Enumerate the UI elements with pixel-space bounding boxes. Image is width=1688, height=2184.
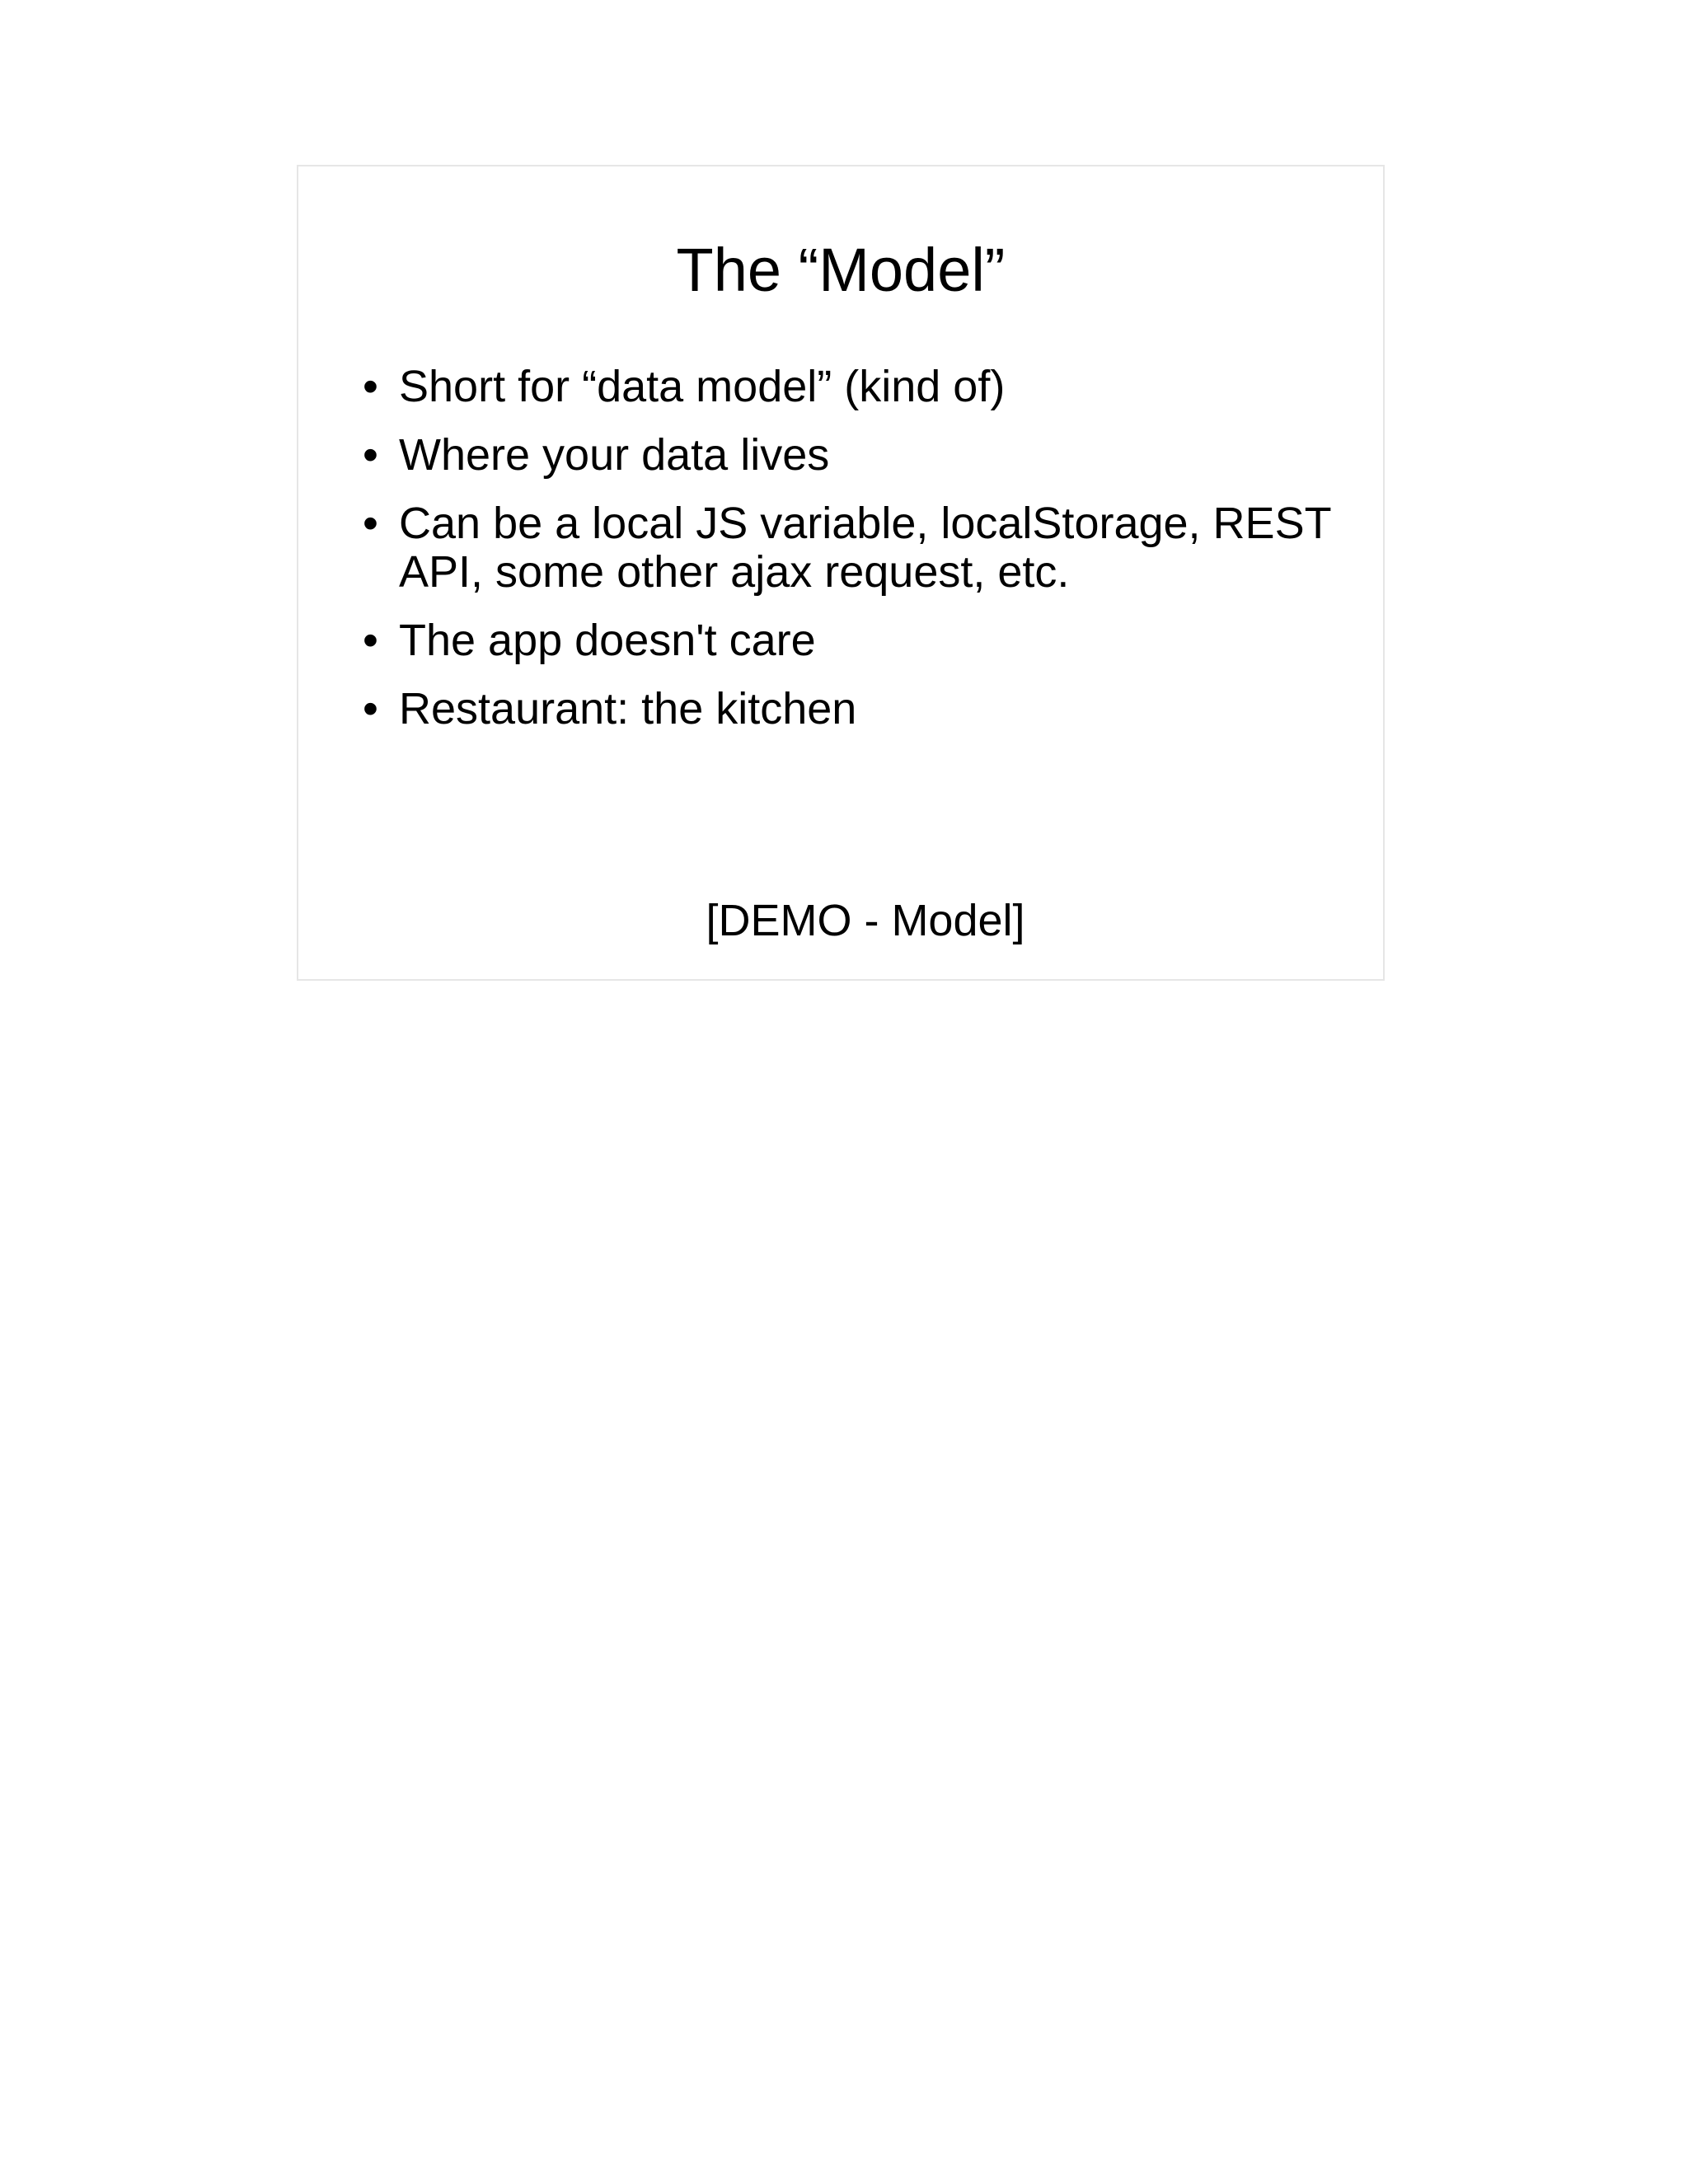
bullet-text: The app doesn't care [399, 616, 816, 665]
bullet-marker: • [363, 499, 378, 548]
bullet-item [363, 685, 1335, 733]
bullet-marker: • [363, 684, 378, 733]
bullet-marker: • [363, 430, 378, 480]
slide [297, 165, 1385, 981]
bullet-item [363, 499, 1335, 597]
slide-title: The “Model” [676, 236, 1006, 304]
bullet-marker: • [363, 616, 378, 665]
bullet-text: Can be a local JS variable, localStorage, REST API, some other ajax request, etc. [399, 499, 1331, 597]
demo-label: [DEMO - Model] [706, 896, 1025, 945]
bullet-text: Restaurant: the kitchen [399, 684, 857, 733]
bullet-marker: • [363, 362, 378, 411]
bullet-text: Where your data lives [399, 430, 830, 480]
bullet-item [363, 616, 1335, 665]
bullet-item [363, 363, 1335, 411]
bullet-text: Short for “data model” (kind of) [399, 362, 1006, 411]
bullet-list [363, 363, 1335, 753]
bullet-item [363, 431, 1335, 480]
